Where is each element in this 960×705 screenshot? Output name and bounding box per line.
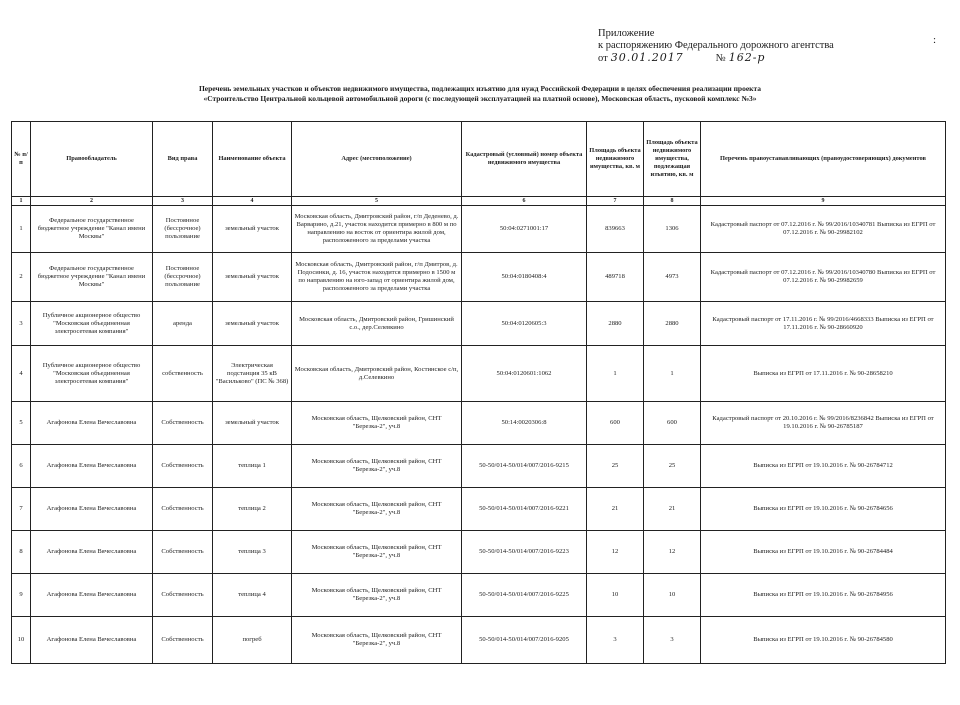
area-cell: 2880	[587, 302, 644, 346]
documents-cell: Выписка из ЕГРП от 19.10.2016 г. № 90-26784580	[701, 617, 946, 664]
header-cell-number: № п/п	[12, 122, 31, 197]
column-number-cell: 6	[462, 197, 587, 206]
table-row	[12, 574, 946, 617]
document-title	[40, 84, 920, 104]
object-name-cell: теплица 2	[213, 488, 292, 531]
column-number-cell: 1	[12, 197, 31, 206]
object-name-cell: земельный участок	[213, 302, 292, 346]
documents-cell: Выписка из ЕГРП от 19.10.2016 г. № 90-26784656	[701, 488, 946, 531]
area-cell: 12	[587, 531, 644, 574]
area-cell: 600	[587, 402, 644, 445]
owner-cell: Агафонова Елена Вячеславовна	[31, 617, 153, 664]
address-cell: Московская область, Щелковский район, СНТ "Березка-2", уч.8	[292, 617, 462, 664]
area-cell: 10	[587, 574, 644, 617]
area-cell: 3	[587, 617, 644, 664]
right-type-cell: Собственность	[153, 488, 213, 531]
documents-cell: Выписка из ЕГРП от 17.11.2016 г. № 90-28658210	[701, 346, 946, 402]
address-cell: Московская область, Дмитровский район, г/п Дмитров, д. Подосинки, д. 16, участок находится примерно в 1500 м по направлению на юго-запад от ориентира жилой дом, расположенного за пределами участка	[292, 253, 462, 302]
documents-cell: Кадастровый паспорт от 07.12.2016 г. № 99/2016/10340780 Выписка из ЕГРП от 07.12.2016 г. № 90-29982659	[701, 253, 946, 302]
owner-cell: Публичное акционерное общество "Московская объединенная электросетевая компания"	[31, 346, 153, 402]
row-number-cell: 3	[12, 302, 31, 346]
appendix-block	[598, 28, 834, 65]
area-seized-cell: 4973	[644, 253, 701, 302]
owner-cell: Агафонова Елена Вячеславовна	[31, 574, 153, 617]
corner-mark: :	[933, 34, 937, 46]
documents-cell: Кадастровый паспорт от 20.10.2016 г. № 99/2016/8236842 Выписка из ЕГРП от 19.10.2016 г. № 90-26785187	[701, 402, 946, 445]
address-cell: Московская область, Щелковский район, СНТ "Березка-2", уч.8	[292, 531, 462, 574]
document-title-line-2: «Строительство Центральной кольцевой автомобильной дороги (с последующей эксплуатацией на платной основе), Московская область, пусковой комплекс №3»	[203, 94, 757, 103]
documents-cell: Кадастровый паспорт от 17.11.2016 г. № 99/2016/4668333 Выписка из ЕГРП от 17.11.2016 г. № 90-28660920	[701, 302, 946, 346]
cadastral-number-cell: 50-50/014-50/014/007/2016-9225	[462, 574, 587, 617]
column-number-cell: 2	[31, 197, 153, 206]
row-number-cell: 7	[12, 488, 31, 531]
table-row	[12, 531, 946, 574]
column-number-cell: 9	[701, 197, 946, 206]
object-name-cell: земельный участок	[213, 402, 292, 445]
header-cell-cadastral: Кадастровый (условный) номер объекта недвижимого имущества	[462, 122, 587, 197]
address-cell: Московская область, Дмитровский район, Костинское с/п, д.Селевкино	[292, 346, 462, 402]
header-cell-documents: Перечень правоустанавливающих (правоудостоверяющих) документов	[701, 122, 946, 197]
cadastral-number-cell: 50:04:0271001:17	[462, 206, 587, 253]
area-seized-cell: 21	[644, 488, 701, 531]
right-type-cell: Постоянное (бессрочное) пользование	[153, 253, 213, 302]
right-type-cell: Собственность	[153, 617, 213, 664]
row-number-cell: 5	[12, 402, 31, 445]
header-cell-address: Адрес (местоположение)	[292, 122, 462, 197]
owner-cell: Федеральное государственное бюджетное учреждение "Канал имени Москвы"	[31, 253, 153, 302]
property-table	[11, 121, 946, 664]
address-cell: Московская область, Дмитровский район, г/п Деденево, д. Варварино, д.21, участок находится примерно в 800 м по направлению на восток от ориентира жилой дом, расположенного за пределами участка	[292, 206, 462, 253]
right-type-cell: аренда	[153, 302, 213, 346]
row-number-cell: 8	[12, 531, 31, 574]
area-cell: 25	[587, 445, 644, 488]
header-cell-area-seized: Площадь объекта недвижимого имущества, подлежащая изъятию, кв. м	[644, 122, 701, 197]
cadastral-number-cell: 50:04:0180408:4	[462, 253, 587, 302]
table-row	[12, 445, 946, 488]
area-seized-cell: 12	[644, 531, 701, 574]
address-cell: Московская область, Щелковский район, СНТ "Березка-2", уч.8	[292, 445, 462, 488]
area-cell: 21	[587, 488, 644, 531]
address-cell: Московская область, Щелковский район, СНТ "Березка-2", уч.8	[292, 488, 462, 531]
documents-cell: Выписка из ЕГРП от 19.10.2016 г. № 90-26784956	[701, 574, 946, 617]
area-seized-cell: 1306	[644, 206, 701, 253]
appendix-date-line	[598, 52, 834, 65]
appendix-line-1: Приложение	[598, 28, 655, 39]
header-cell-object: Наименование объекта	[213, 122, 292, 197]
area-seized-cell: 10	[644, 574, 701, 617]
row-number-cell: 9	[12, 574, 31, 617]
table-row	[12, 402, 946, 445]
owner-cell: Агафонова Елена Вячеславовна	[31, 402, 153, 445]
object-name-cell: теплица 4	[213, 574, 292, 617]
area-seized-cell: 3	[644, 617, 701, 664]
column-number-cell: 7	[587, 197, 644, 206]
row-number-cell: 2	[12, 253, 31, 302]
cadastral-number-cell: 50-50/014-50/014/007/2016-9205	[462, 617, 587, 664]
object-name-cell: теплица 1	[213, 445, 292, 488]
area-cell: 1	[587, 346, 644, 402]
owner-cell: Публичное акционерное общество "Московская объединенная электросетевая компания"	[31, 302, 153, 346]
owner-cell: Агафонова Елена Вячеславовна	[31, 488, 153, 531]
documents-cell: Выписка из ЕГРП от 19.10.2016 г. № 90-26784484	[701, 531, 946, 574]
appendix-number-handwritten: 162-р	[728, 51, 766, 64]
appendix-date-handwritten: 30.01.2017	[610, 51, 684, 64]
row-number-cell: 4	[12, 346, 31, 402]
appendix-line-2: к распоряжению Федерального дорожного агентства	[598, 40, 834, 51]
header-cell-area: Площадь объекта недвижимого имущества, кв. м	[587, 122, 644, 197]
right-type-cell: Постоянное (бессрочное) пользование	[153, 206, 213, 253]
area-seized-cell: 1	[644, 346, 701, 402]
area-seized-cell: 2880	[644, 302, 701, 346]
table-row	[12, 617, 946, 664]
object-name-cell: теплица 3	[213, 531, 292, 574]
area-seized-cell: 600	[644, 402, 701, 445]
address-cell: Московская область, Щелковский район, СНТ "Березка-2", уч.8	[292, 402, 462, 445]
owner-cell: Федеральное государственное бюджетное учреждение "Канал имени Москвы"	[31, 206, 153, 253]
table-row	[12, 253, 946, 302]
document-title-line-1: Перечень земельных участков и объектов недвижимого имущества, подлежащих изъятию для нужд Российской Федерации в целях обеспечения реализации проекта	[198, 84, 762, 93]
right-type-cell: Собственность	[153, 402, 213, 445]
cadastral-number-cell: 50-50/014-50/014/007/2016-9223	[462, 531, 587, 574]
column-number-cell: 8	[644, 197, 701, 206]
documents-cell: Кадастровый паспорт от 07.12.2016 г. № 99/2016/10340781 Выписка из ЕГРП от 07.12.2016 г. № 90-29982102	[701, 206, 946, 253]
area-seized-cell: 25	[644, 445, 701, 488]
area-cell: 489718	[587, 253, 644, 302]
address-cell: Московская область, Дмитровский район, Гришинский с.о., дер.Селевкино	[292, 302, 462, 346]
table-row	[12, 302, 946, 346]
object-name-cell: земельный участок	[213, 206, 292, 253]
cadastral-number-cell: 50:04:0120605:3	[462, 302, 587, 346]
column-number-cell: 4	[213, 197, 292, 206]
documents-cell: Выписка из ЕГРП от 19.10.2016 г. № 90-26784712	[701, 445, 946, 488]
right-type-cell: Собственность	[153, 574, 213, 617]
appendix-date-prefix: от	[598, 53, 608, 64]
cadastral-number-cell: 50:04:0120601:1062	[462, 346, 587, 402]
header-cell-owner: Правообладатель	[31, 122, 153, 197]
row-number-cell: 10	[12, 617, 31, 664]
row-number-cell: 6	[12, 445, 31, 488]
right-type-cell: Собственность	[153, 531, 213, 574]
table-row	[12, 206, 946, 253]
owner-cell: Агафонова Елена Вячеславовна	[31, 445, 153, 488]
header-cell-right: Вид права	[153, 122, 213, 197]
cadastral-number-cell: 50:14:0020306:8	[462, 402, 587, 445]
appendix-number-prefix: №	[715, 53, 726, 64]
address-cell: Московская область, Щелковский район, СНТ "Березка-2", уч.8	[292, 574, 462, 617]
column-number-cell: 3	[153, 197, 213, 206]
area-cell: 839663	[587, 206, 644, 253]
cadastral-number-cell: 50-50/014-50/014/007/2016-9221	[462, 488, 587, 531]
right-type-cell: собственность	[153, 346, 213, 402]
object-name-cell: погреб	[213, 617, 292, 664]
table-header-row	[12, 122, 946, 197]
right-type-cell: Собственность	[153, 445, 213, 488]
table-row	[12, 346, 946, 402]
cadastral-number-cell: 50-50/014-50/014/007/2016-9215	[462, 445, 587, 488]
table-row	[12, 488, 946, 531]
object-name-cell: земельный участок	[213, 253, 292, 302]
row-number-cell: 1	[12, 206, 31, 253]
column-number-row	[12, 197, 946, 206]
owner-cell: Агафонова Елена Вячеславовна	[31, 531, 153, 574]
column-number-cell: 5	[292, 197, 462, 206]
object-name-cell: Электрическая подстанция 35 кВ "Васильково" (ПС № 368)	[213, 346, 292, 402]
